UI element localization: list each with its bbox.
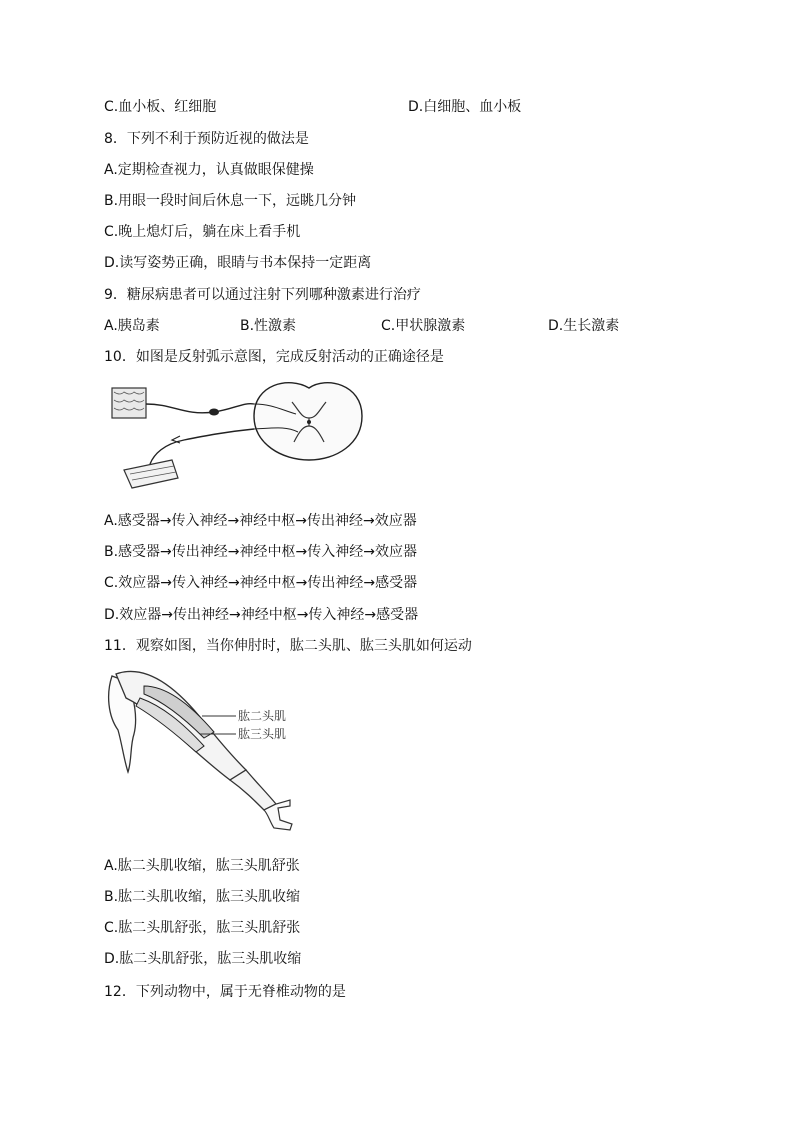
q9-option-d: D.生长激素 [548,318,620,334]
q11-option-b: B.肱二头肌收缩，肱三头肌收缩 [104,889,301,905]
q9-option-a: A.胰岛素 [104,318,160,334]
q8-stem: 8．下列不利于预防近视的做法是 [104,131,309,147]
q10-option-a: A.感受器→传入神经→神经中枢→传出神经→效应器 [104,513,417,529]
q7-option-c: C.血小板、红细胞 [104,99,217,115]
q8-option-c: C.晚上熄灯后，躺在床上看手机 [104,224,301,240]
arm-muscle-figure [104,664,304,842]
q7-option-d: D.白细胞、血小板 [408,99,522,115]
triceps-label: 肱三头肌 [238,727,287,741]
q9-stem: 9．糖尿病患者可以通过注射下列哪种激素进行治疗 [104,287,421,303]
forearm-illustration [230,770,276,810]
q11-option-c: C.肱二头肌舒张，肱三头肌舒张 [104,920,301,936]
q11-stem: 11．观察如图，当你伸肘时，肱二头肌、肱三头肌如何运动 [104,638,472,654]
q8-option-d: D.读写姿势正确，眼睛与书本保持一定距离 [104,255,372,271]
q10-option-d: D.效应器→传出神经→神经中枢→传入神经→感受器 [104,607,419,623]
spinal-cord-illustration [254,383,362,460]
efferent-nerve [150,429,254,464]
q11-option-d: D.肱二头肌舒张，肱三头肌收缩 [104,951,302,967]
effector-illustration [124,460,178,488]
q8-option-a: A.定期检查视力，认真做眼保健操 [104,162,314,178]
reflex-arc-figure [104,374,364,499]
q8-option-b: B.用眼一段时间后休息一下，远眺几分钟 [104,193,357,209]
receptor-illustration [112,388,146,418]
q11-option-a: A.肱二头肌收缩，肱三头肌舒张 [104,858,300,874]
q9-option-b: B.性激素 [240,318,297,334]
afferent-nerve [146,404,254,413]
q10-option-c: C.效应器→传入神经→神经中枢→传出神经→感受器 [104,575,418,591]
q9-option-c: C.甲状腺激素 [381,318,466,334]
biceps-label: 肱二头肌 [238,709,287,723]
q10-option-b: B.感受器→传出神经→神经中枢→传入神经→效应器 [104,544,417,560]
q12-stem: 12．下列动物中，属于无脊椎动物的是 [104,984,346,1000]
q10-stem: 10．如图是反射弧示意图，完成反射活动的正确途径是 [104,349,444,365]
arrow-icon [172,436,180,443]
ganglion [209,409,219,416]
